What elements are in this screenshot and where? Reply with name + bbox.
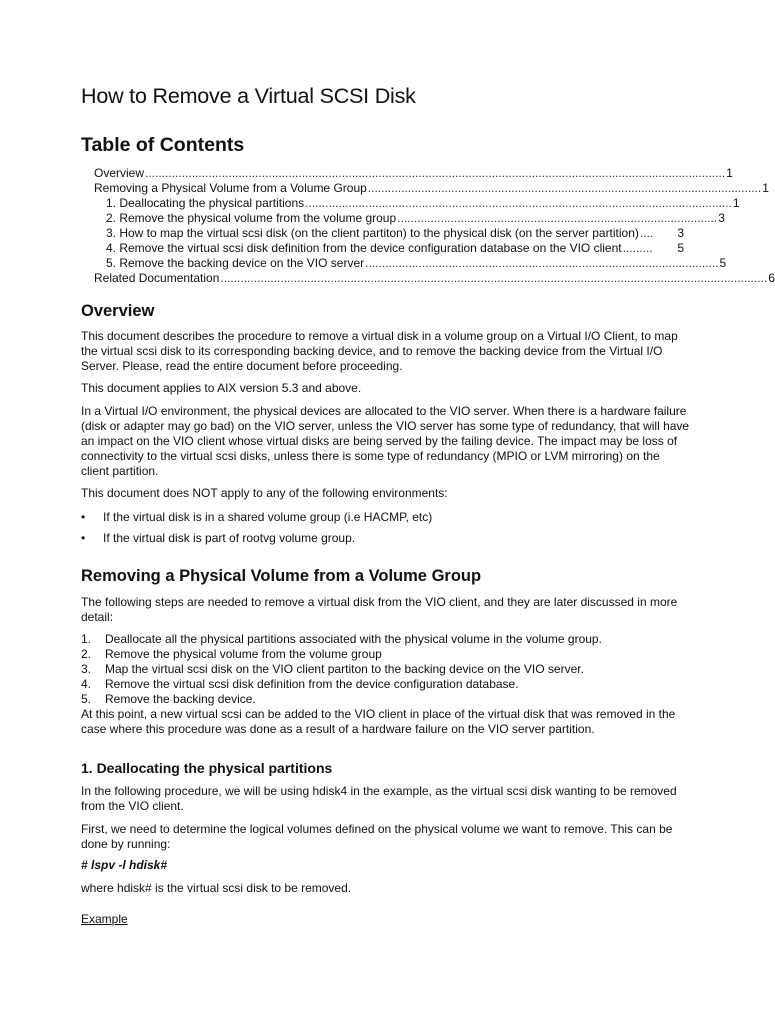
toc-page-number: 5 — [677, 241, 684, 255]
step-text: Remove the physical volume from the volume group — [105, 647, 382, 661]
toc-heading: Table of Contents — [81, 134, 245, 156]
document-title: How to Remove a Virtual SCSI Disk — [81, 84, 416, 108]
toc-page-number: 6 — [768, 271, 775, 285]
toc-leader-dots: .............................................................................................................................................................................. — [145, 166, 726, 180]
command-text: # lspv -l hdisk# — [81, 858, 168, 872]
bullet-text: If the virtual disk is part of rootvg volume group. — [103, 531, 356, 545]
toc-entry-deallocating[interactable] — [106, 196, 740, 211]
toc-entry-label: Removing a Physical Volume from a Volume Group — [94, 181, 367, 195]
toc-page-number: 3 — [677, 226, 684, 240]
toc-entry-label: 2. Remove the physical volume from the volume group — [106, 211, 397, 225]
toc-leader-dots: .......................................................................................................... — [365, 256, 719, 270]
deallocating-paragraph-1: In the following procedure, we will be using hdisk4 in the example, as the virtual scsi disk wanting to be removed from the VIO client. — [81, 784, 677, 813]
toc-entry-label: 3. How to map the virtual scsi disk (on the client partiton) to the physical disk (on the server partition) — [106, 226, 639, 240]
bullet-icon: • — [81, 531, 86, 545]
step-number: 3. — [81, 662, 92, 676]
toc-entry-label: Overview — [94, 166, 145, 180]
bullet-icon: • — [81, 510, 86, 524]
toc-page-number: 1 — [732, 196, 740, 210]
deallocating-paragraph-3: where hdisk# is the virtual scsi disk to be removed. — [81, 881, 352, 895]
removing-pv-heading: Removing a Physical Volume from a Volume Group — [81, 567, 482, 585]
deallocating-heading: 1. Deallocating the physical partitions — [81, 760, 333, 776]
bullet-text: If the virtual disk is in a shared volume group (i.e HACMP, etc) — [103, 510, 433, 524]
toc-page-number: 3 — [718, 211, 725, 225]
toc-entry-remove-definition[interactable] — [106, 241, 684, 256]
toc-page-number: 5 — [719, 256, 727, 270]
overview-paragraph-3: In a Virtual I/O environment, the physical devices are allocated to the VIO server. When there is a hardware failure (disk or adapter may go bad) on the VIO server, unless the VIO server has some type of redundancy, that will have an impact on the VIO client whose virtual disks are being served by the failing device. The impact may be loss of connectivity to the virtual scsi disks, unless there is some type of redundancy (MPIO or LVM mirroring) on the client partition. — [81, 404, 690, 478]
toc-entry-label: 4. Remove the virtual scsi disk definition from the device configuration database on the VIO client — [106, 241, 622, 255]
overview-paragraph-1: This document describes the procedure to remove a virtual disk in a volume group on a Virtual I/O Client, to map the virtual scsi disk to its corresponding backing device, and to remove the backing device from the Virtual I/O Server. Please, read the entire document before proceeding. — [81, 329, 678, 373]
toc-entry-remove-pv[interactable] — [106, 211, 725, 226]
toc-entry-related-docs[interactable] — [94, 271, 775, 286]
toc-leader-dots: ......... — [622, 241, 653, 255]
overview-paragraph-2: This document applies to AIX version 5.3 and above. — [81, 381, 362, 395]
toc-entry-overview[interactable] — [94, 166, 733, 181]
step-text: Remove the backing device. — [105, 692, 256, 706]
step-text: Deallocate all the physical partitions associated with the physical volume in the volume group. — [105, 632, 602, 646]
removing-intro: The following steps are needed to remove a virtual disk from the VIO client, and they are later discussed in more detail: — [81, 595, 678, 624]
step-text: Map the virtual scsi disk on the VIO client partiton to the backing device on the VIO server. — [105, 662, 584, 676]
toc-entry-label: 1. Deallocating the physical partitions — [106, 196, 305, 210]
step-number: 2. — [81, 647, 92, 661]
step-number: 4. — [81, 677, 92, 691]
toc-leader-dots: .... — [639, 226, 654, 240]
toc-entry-map-disk[interactable] — [106, 226, 684, 241]
toc-leader-dots: ...................................................................................................................... — [367, 181, 762, 195]
toc-entry-label: Related Documentation — [94, 271, 220, 285]
toc-entry-removing-pv[interactable] — [94, 181, 769, 196]
toc-entry-label: 5. Remove the backing device on the VIO server — [106, 256, 365, 270]
toc-page-number: 1 — [762, 181, 769, 195]
toc-leader-dots: .................................................................................................................................................................... — [220, 271, 768, 285]
toc-page-number: 1 — [726, 166, 733, 180]
removing-after: At this point, a new virtual scsi can be added to the VIO client in place of the virtual disk that was removed in the case where this procedure was done as a result of a hardware failure on the VIO server partition. — [81, 707, 676, 736]
step-number: 5. — [81, 692, 92, 706]
step-text: Remove the virtual scsi disk definition from the device configuration database. — [105, 677, 519, 691]
toc-leader-dots: ................................................................................................................................ — [305, 196, 732, 210]
deallocating-paragraph-2: First, we need to determine the logical volumes defined on the physical volume we want to remove. This can be done by running: — [81, 822, 673, 851]
overview-paragraph-4: This document does NOT apply to any of the following environments: — [81, 486, 448, 500]
step-number: 1. — [81, 632, 92, 646]
toc-leader-dots: ................................................................................................ — [397, 211, 718, 225]
toc-entry-remove-backing[interactable] — [106, 256, 727, 271]
overview-heading: Overview — [81, 302, 155, 320]
example-link[interactable]: Example — [81, 912, 128, 926]
